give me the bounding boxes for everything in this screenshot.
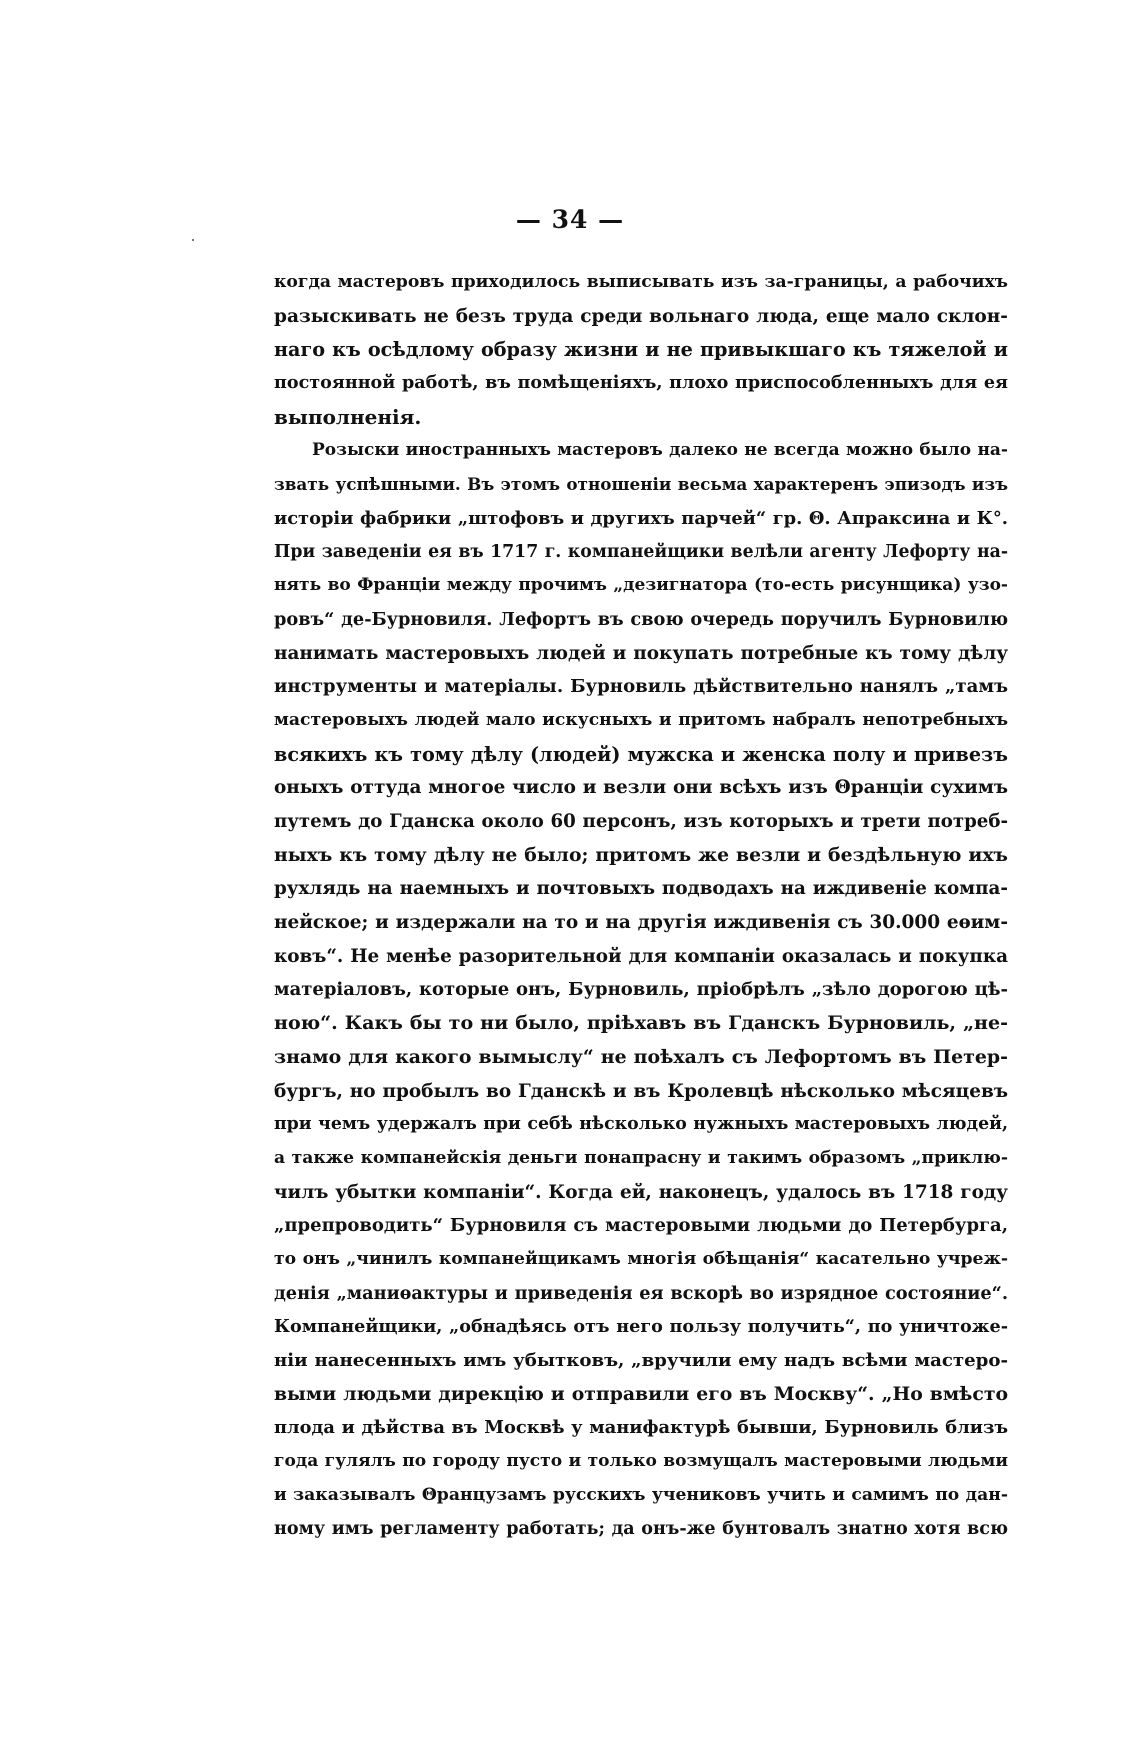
text-line: ною“. Какъ бы то ни было, пріѣхавъ въ Гданскъ Бурновиль, „не-	[274, 1012, 1008, 1035]
text-line: нанимать мастеровыхъ людей и покупать потребные къ тому дѣлу	[274, 642, 1008, 664]
text-line: наго къ осѣдлому образу жизни и не привыкшаго къ тяжелой и	[274, 338, 1008, 362]
text-line: ровъ“ де-Бурновиля. Лефортъ въ свою очередь поручилъ Бурновилю	[274, 608, 1008, 630]
text-line: чилъ убытки компаніи“. Когда ей, наконецъ, удалось въ 1718 году	[274, 1181, 1008, 1203]
text-line: оныхъ оттуда многое число и везли они всѣхъ изъ Θранціи сухимъ	[274, 777, 1008, 799]
text-line: плода и дѣйства въ Москвѣ у манифактурѣ бывши, Бурновиль близъ	[274, 1417, 1008, 1439]
text-line: инструменты и матеріалы. Бурновиль дѣйствительно нанялъ „тамъ	[274, 676, 1008, 698]
text-line: выми людьми дирекцію и отправили его въ Москву“. „Но вмѣсто	[274, 1382, 1008, 1405]
text-line: Компанейщики, „обнадѣясь отъ него пользу получить“, по уничтоже-	[274, 1316, 1008, 1338]
text-line: выполненія.	[274, 404, 422, 429]
text-line: ныхъ къ тому дѣлу не было; притомъ же везли и бездѣльную ихъ	[274, 843, 1008, 866]
text-line: когда мастеровъ приходилось выписывать изъ за-границы, а рабочихъ	[274, 272, 1008, 292]
text-line: мастеровыхъ людей мало искусныхъ и притомъ набралъ непотребныхъ	[274, 709, 1008, 730]
text-line: нять во Франціи между прочимъ „дезигнатора (то-есть рисунщика) узо-	[274, 575, 1008, 596]
text-line: знамо для какого вымыслу“ не поѣхалъ съ Лефортомъ въ Петер-	[274, 1045, 1008, 1068]
text-line: матеріаловъ, которые онъ, Бурновиль, пріобрѣлъ „зѣло дорогою цѣ-	[274, 979, 1008, 1001]
text-line: бургъ, но пробылъ во Гданскѣ и въ Кролевцѣ нѣсколько мѣсяцевъ	[274, 1080, 1008, 1102]
text-line: путемъ до Гданска около 60 персонъ, изъ которыхъ и трети потреб-	[274, 811, 1008, 832]
text-line: всякихъ къ тому дѣлу (людей) мужска и женска полу и привезъ	[274, 742, 1008, 766]
text-line: Розыски иностранныхъ мастеровъ далеко не всегда можно было на-	[312, 440, 1008, 461]
text-line: „препроводить“ Бурновиля съ мастеровыми людьми до Петербурга,	[274, 1215, 1008, 1237]
scan-speck	[192, 239, 194, 241]
text-line: и заказывалъ Θранцузамъ русскихъ учениковъ учить и самимъ по дан-	[274, 1484, 1008, 1505]
text-line: нейское; и издержали на то и на другія иждивенія съ 30.000 еѳим-	[274, 912, 1008, 934]
text-line: а также компанейскія деньги понапрасну и такимъ образомъ „приклю-	[274, 1147, 1008, 1168]
text-line: При заведеніи ея въ 1717 г. компанейщики велѣли агенту Лефорту на-	[274, 541, 1008, 562]
text-line: денія „маниѳактуры и приведенія ея вскорѣ во изрядное состояние“.	[274, 1282, 1008, 1304]
text-line: рухлядь на наемныхъ и почтовыхъ подводахъ на иждивеніе компа-	[274, 878, 1008, 900]
text-line: ковъ“. Не менѣе разорительной для компаніи оказалась и покупка	[274, 945, 1008, 967]
text-line: постоянной работѣ, въ помѣщеніяхъ, плохо приспособленныхъ для ея	[274, 373, 1008, 394]
text-line: звать успѣшными. Въ этомъ отношеніи весьма характеренъ эпизодъ изъ	[274, 474, 1008, 495]
text-line: ніи нанесенныхъ имъ убытковъ, „вручили ему надъ всѣми мастеро-	[274, 1350, 1008, 1371]
text-line: исторіи фабрики „штофовъ и другихъ парчей“ гр. Θ. Апраксина и К°.	[274, 507, 1008, 529]
page-number: — 34 —	[515, 205, 625, 234]
text-line: года гулялъ по городу пусто и только возмущалъ мастеровыми людьми	[274, 1451, 1008, 1472]
text-line: ному имъ регламенту работать; да онъ-же бунтовалъ знатно хотя всю	[274, 1518, 1008, 1540]
body-text	[274, 266, 1008, 1546]
text-line: разыскивать не безъ труда среди вольнаго люда, еще мало склон-	[274, 305, 1008, 327]
text-line: при чемъ удержалъ при себѣ нѣсколько нужныхъ мастеровыхъ людей,	[274, 1114, 1008, 1135]
text-line: то онъ „чинилъ компанейщикамъ многія обѣщанія“ касательно учреж-	[274, 1248, 1008, 1269]
